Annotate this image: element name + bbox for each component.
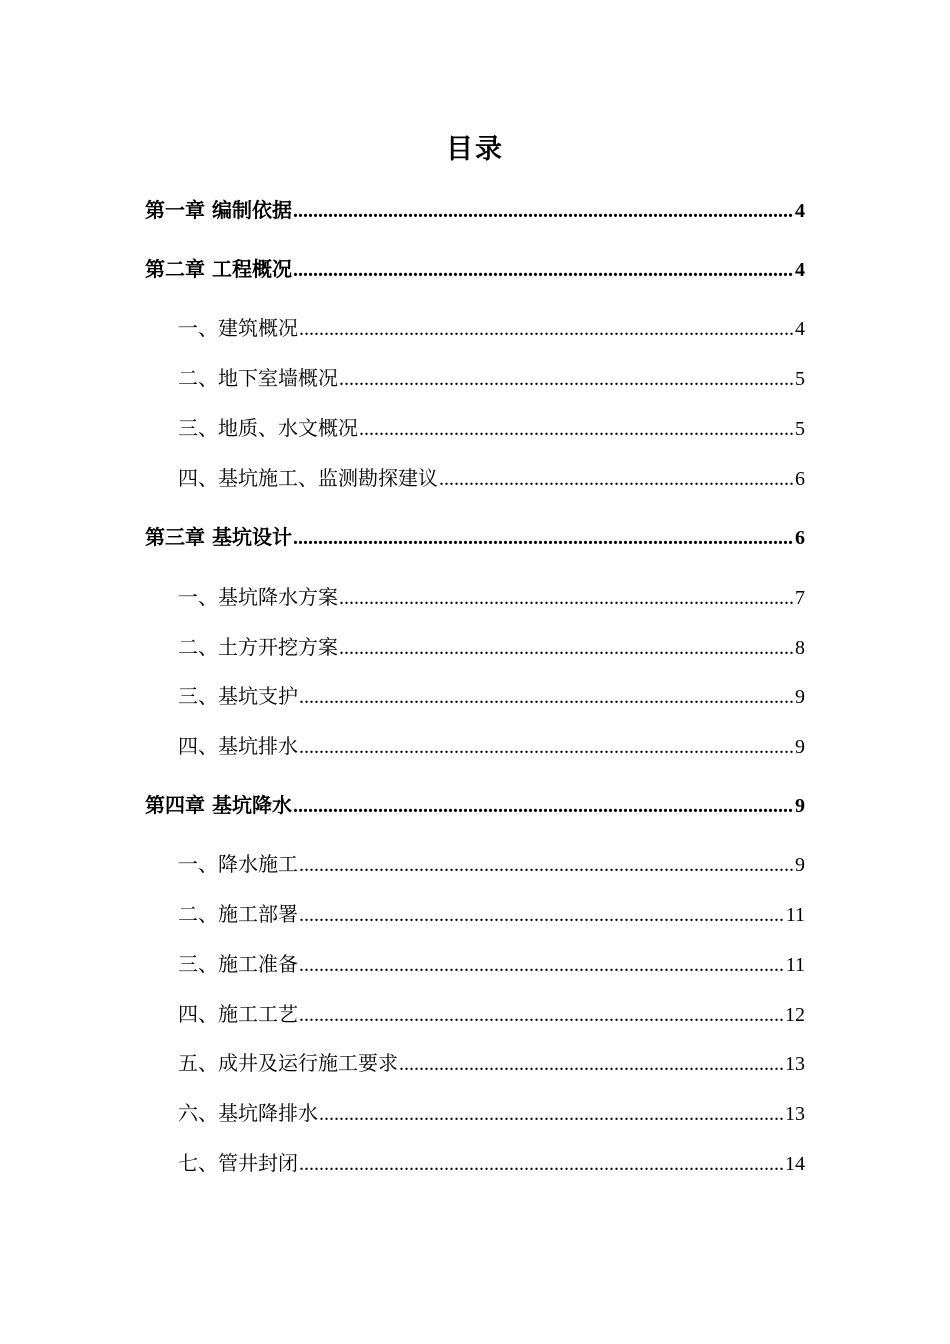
toc-title: 目录 [446, 134, 504, 165]
toc-entry-label: 第一章 编制依据 [145, 198, 292, 222]
toc-entry-page-number: 4 [795, 200, 805, 222]
toc-entry-label: 四、基坑施工、监测勘探建议 [178, 466, 438, 490]
toc-entry[interactable] [178, 463, 805, 493]
toc-entry-page-number: 9 [795, 736, 805, 758]
toc-dot-leader [339, 364, 794, 394]
toc-entry-page-number: 7 [795, 587, 805, 609]
toc-entry-page-number: 13 [785, 1103, 805, 1125]
toc-entry-page-number: 6 [795, 468, 805, 490]
toc-entry-page-number: 4 [795, 318, 805, 340]
toc-entry[interactable] [145, 195, 805, 225]
toc-entry-label: 四、施工工艺 [178, 1002, 298, 1026]
toc-entry[interactable] [178, 413, 805, 443]
toc-entry[interactable] [178, 1098, 805, 1128]
toc-entry-page-number: 12 [785, 1004, 805, 1026]
toc-entry[interactable] [178, 899, 805, 929]
toc-entry[interactable] [178, 1048, 805, 1078]
toc-dot-leader [399, 1049, 784, 1079]
toc-entry-page-number: 14 [785, 1153, 805, 1175]
toc-entry-page-number: 9 [795, 854, 805, 876]
toc-entry[interactable] [145, 254, 805, 284]
toc-dot-leader [299, 950, 785, 980]
toc-entry[interactable] [145, 790, 805, 820]
toc-dot-leader [293, 523, 794, 553]
toc-entry-label: 七、管井封闭 [178, 1151, 298, 1175]
toc-entry-label: 二、地下室墙概况 [178, 366, 338, 390]
toc-entry[interactable] [178, 1148, 805, 1178]
toc-entry[interactable] [178, 731, 805, 761]
toc-entry-label: 一、降水施工 [178, 852, 298, 876]
toc-entry[interactable] [178, 632, 805, 662]
toc-dot-leader [299, 314, 794, 344]
toc-entry-label: 第二章 工程概况 [145, 257, 292, 281]
toc-entry[interactable] [178, 849, 805, 879]
toc-entry[interactable] [178, 949, 805, 979]
toc-entry-label: 三、施工准备 [178, 952, 298, 976]
toc-entry-label: 二、施工部署 [178, 902, 298, 926]
toc-entry-page-number: 11 [785, 904, 805, 926]
toc-entry-page-number: 6 [795, 527, 805, 549]
toc-entry-label: 第三章 基坑设计 [145, 525, 292, 549]
toc-entry[interactable] [178, 313, 805, 343]
toc-entry-label: 二、土方开挖方案 [178, 635, 338, 659]
toc-dot-leader [299, 900, 785, 930]
toc-dot-leader [359, 414, 794, 444]
toc-dot-leader [293, 255, 794, 285]
toc-dot-leader [299, 682, 794, 712]
toc-entry-page-number: 8 [795, 637, 805, 659]
toc-dot-leader [299, 732, 794, 762]
toc-dot-leader [299, 1000, 784, 1030]
toc-dot-leader [339, 583, 794, 613]
toc-entry[interactable] [145, 522, 805, 552]
toc-dot-leader [293, 791, 794, 821]
toc-entry-page-number: 9 [795, 795, 805, 817]
toc-dot-leader [439, 464, 794, 494]
toc-entry[interactable] [178, 363, 805, 393]
toc-entry-label: 一、建筑概况 [178, 316, 298, 340]
toc-entry-page-number: 13 [785, 1053, 805, 1075]
toc-entry-label: 三、地质、水文概况 [178, 416, 358, 440]
toc-entry-page-number: 4 [795, 259, 805, 281]
toc-dot-leader [293, 196, 794, 226]
toc-dot-leader [339, 633, 794, 663]
toc-entry-page-number: 11 [785, 954, 805, 976]
toc-entry-label: 一、基坑降水方案 [178, 585, 338, 609]
toc-entry-page-number: 9 [795, 686, 805, 708]
toc-entry-label: 四、基坑排水 [178, 734, 298, 758]
toc-entry-label: 第四章 基坑降水 [145, 793, 292, 817]
toc-dot-leader [319, 1099, 784, 1129]
toc-entry-page-number: 5 [795, 418, 805, 440]
toc-entry-label: 六、基坑降排水 [178, 1101, 318, 1125]
toc-entry-page-number: 5 [795, 368, 805, 390]
toc-entry-label: 三、基坑支护 [178, 684, 298, 708]
toc-dot-leader [299, 1149, 784, 1179]
toc-entry[interactable] [178, 582, 805, 612]
toc-entry-label: 五、成井及运行施工要求 [178, 1051, 398, 1075]
toc-entry[interactable] [178, 999, 805, 1029]
toc-dot-leader [299, 850, 794, 880]
toc-entry[interactable] [178, 681, 805, 711]
